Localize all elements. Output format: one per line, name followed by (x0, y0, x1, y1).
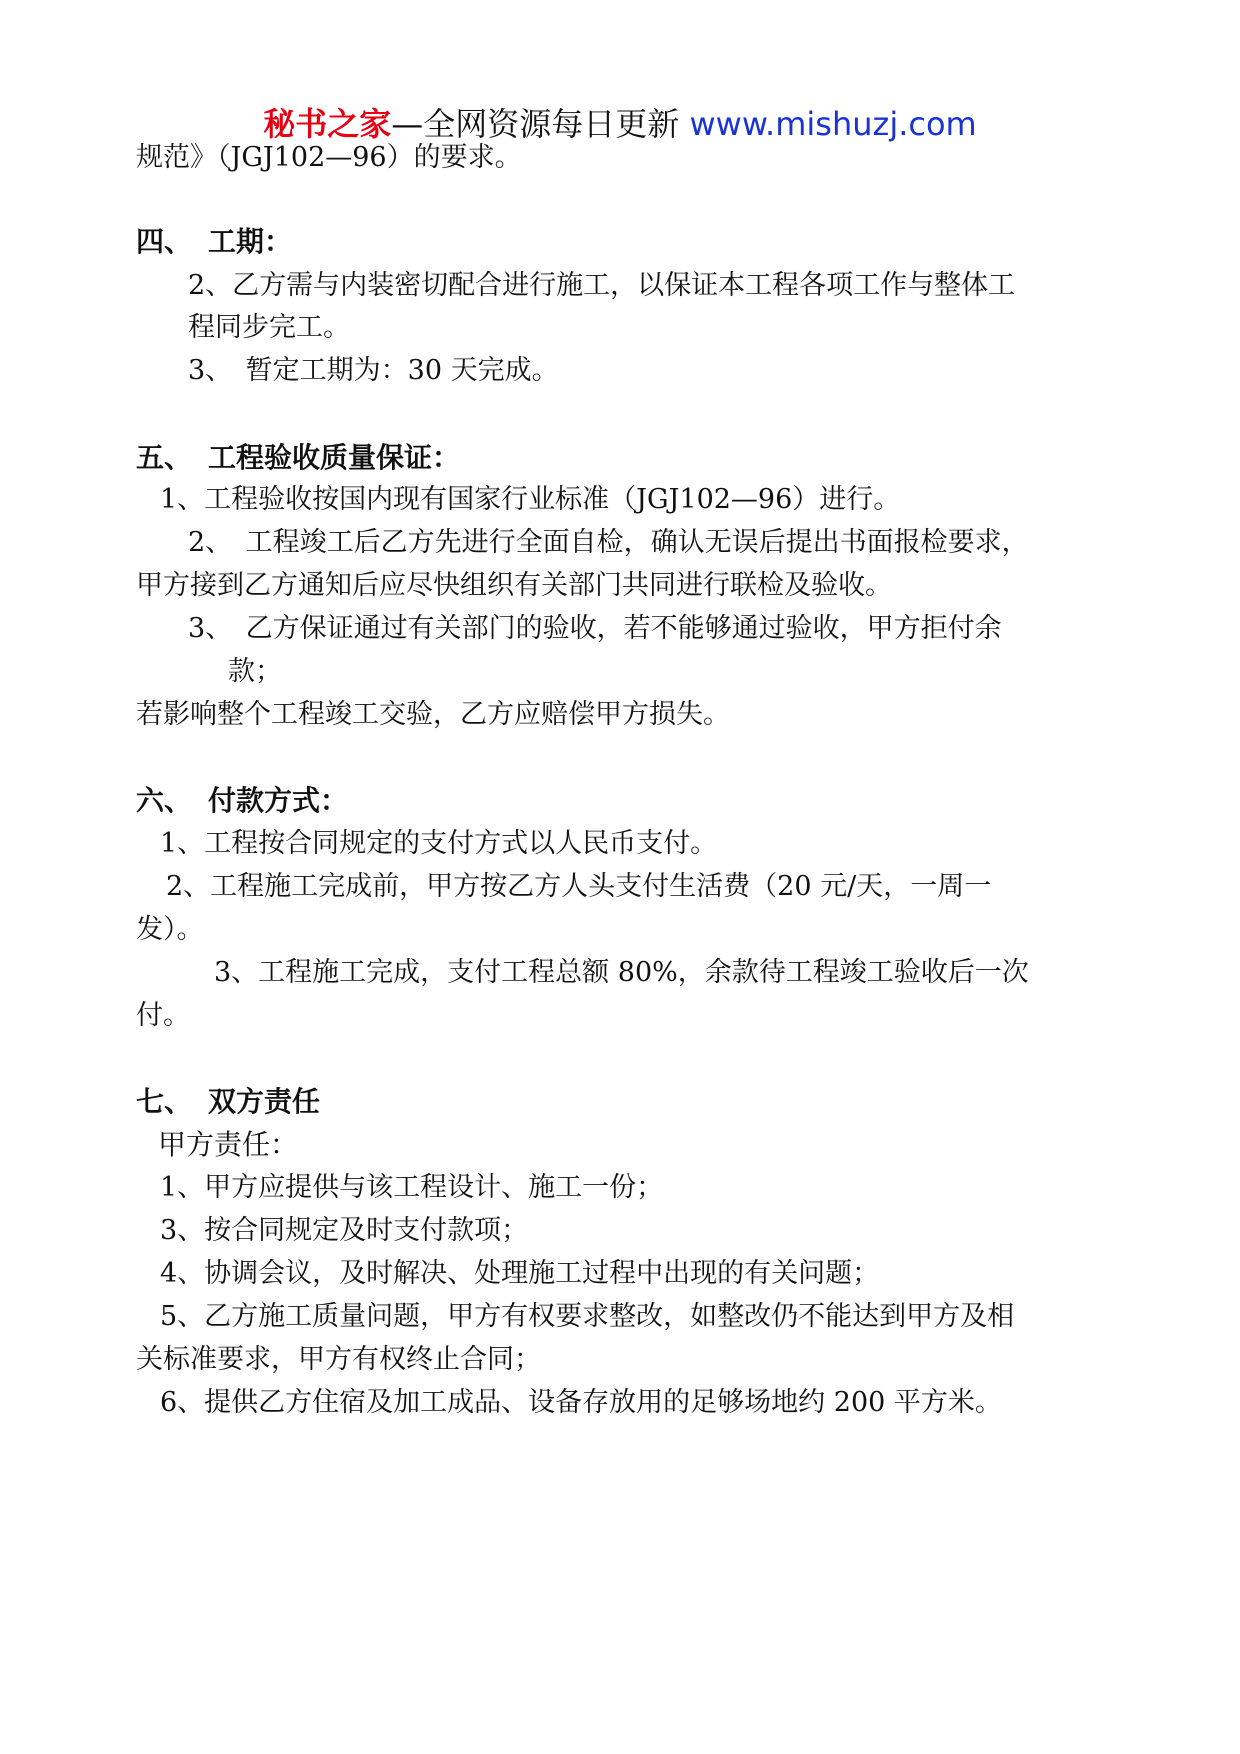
header-url-link[interactable]: www.mishuzj.com (689, 105, 977, 143)
section-7-line-3: 4、协调会议，及时解决、处理施工过程中出现的有关问题； (160, 1258, 880, 1289)
section-6-line-5: 付。 (136, 1000, 190, 1031)
section-7-line-5: 关标准要求，甲方有权终止合同； (136, 1344, 541, 1375)
section-4-line-1: 2、乙方需与内装密切配合进行施工，以保证本工程各项工作与整体工 (188, 270, 1016, 301)
section-5-number: 五、 (136, 441, 193, 474)
intro-line: 规范》（JGJ102—96）的要求。 (136, 142, 522, 173)
section-5-heading (136, 438, 460, 478)
section-5-line-4: 3、 乙方保证通过有关部门的验收，若不能够通过验收，甲方拒付余 (188, 613, 1002, 644)
section-5-title: 工程验收质量保证： (208, 441, 461, 474)
section-5-line-5: 款； (228, 656, 282, 687)
section-7-line-4: 5、乙方施工质量问题，甲方有权要求整改，如整改仍不能达到甲方及相 (160, 1301, 1015, 1332)
section-6-line-4: 3、工程施工完成，支付工程总额 80%，余款待工程竣工验收后一次 (214, 957, 1029, 988)
section-7-title: 双方责任 (208, 1085, 321, 1118)
section-4-line-3: 3、 暂定工期为：30 天完成。 (188, 355, 559, 386)
section-5-line-1: 1、工程验收按国内现有国家行业标准（JGJ102—96）进行。 (160, 484, 901, 515)
section-7-line-6: 6、提供乙方住宿及加工成品、设备存放用的足够场地约 200 平方米。 (160, 1387, 1002, 1418)
section-7-line-1: 1、甲方应提供与该工程设计、施工一份； (160, 1172, 664, 1203)
section-4-heading (136, 222, 292, 262)
section-5-line-6: 若影响整个工程竣工交验，乙方应赔偿甲方损失。 (136, 699, 730, 730)
party-a-responsibilities-label: 甲方责任： (158, 1128, 299, 1161)
section-5-line-2: 2、 工程竣工后乙方先进行全面自检，确认无误后提出书面报检要求， (188, 527, 1029, 558)
section-5-line-3: 甲方接到乙方通知后应尽快组织有关部门共同进行联检及验收。 (136, 570, 892, 601)
section-6-title: 付款方式： (208, 784, 349, 817)
section-7-line-2: 3、按合同规定及时支付款项； (160, 1215, 529, 1246)
section-6-number: 六、 (136, 784, 193, 817)
section-6-heading (136, 781, 348, 821)
section-6-line-3: 发）。 (136, 914, 204, 945)
section-6-line-2: 2、工程施工完成前，甲方按乙方人头支付生活费（20 元/天，一周一 (166, 871, 992, 902)
section-4-number: 四、 (136, 225, 193, 258)
section-7-number: 七、 (136, 1085, 193, 1118)
section-7-heading (136, 1082, 320, 1122)
section-4-line-2: 程同步完工。 (188, 312, 350, 343)
header-tagline: —全网资源每日更新 (391, 105, 690, 143)
section-6-line-1: 1、工程按合同规定的支付方式以人民币支付。 (160, 828, 718, 859)
brand-name: 秘书之家 (263, 105, 392, 143)
section-4-title: 工期： (208, 225, 293, 258)
